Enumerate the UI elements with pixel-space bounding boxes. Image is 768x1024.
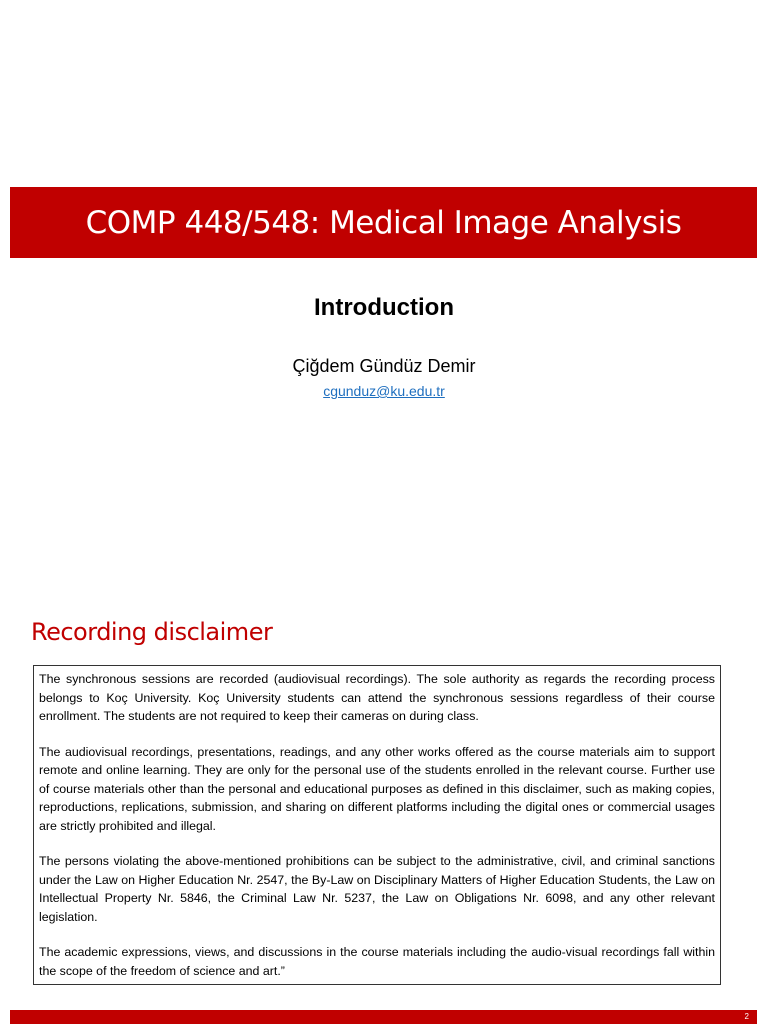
disclaimer-paragraph: The audiovisual recordings, presentations, readings, and any other works offered as the course materials aim to support remote and online learning. They are only for the personal use of the students enrolled in the relevant course. Further use of course materials other than the personal and educational purposes as defined in this disclaimer, such as making copies, reproductions, replications, submission, and sharing on different platforms including the digital ones or commercial usages are strictly prohibited and illegal.: [39, 744, 715, 833]
title-banner: [10, 187, 757, 258]
page-number: 2: [744, 1012, 749, 1021]
email-line: [0, 383, 768, 399]
course-title: COMP 448/548: Medical Image Analysis: [85, 204, 682, 241]
footer-bar: [10, 1010, 757, 1024]
disclaimer-paragraph: The persons violating the above-mentioned prohibitions can be subject to the administrative, civil, and criminal sanctions under the Law on Higher Education Nr. 2547, the By-Law on Disciplinary Matters of Higher Education Students, the Law on Intellectual Property Nr. 5846, the Criminal Law Nr. 5237, the Law on Obligations Nr. 6098, and any other relevant legislation.: [39, 854, 715, 924]
author-name: Çiğdem Gündüz Demir: [292, 356, 476, 376]
email-link[interactable]: cgunduz@ku.edu.tr: [323, 383, 445, 399]
disclaimer-paragraph: The synchronous sessions are recorded (audiovisual recordings). The sole authority as regards the recording process belongs to Koç University. Koç University students can attend the synchronous sessions regardless of their course enrollment. The students are not required to keep their cameras on during class.: [39, 672, 715, 723]
disclaimer-paragraph: The academic expressions, views, and discussions in the course materials including the audio-visual recordings fall within the scope of the freedom of science and art.”: [39, 945, 715, 978]
disclaimer-box: [33, 665, 721, 985]
section-heading: Recording disclaimer: [31, 618, 273, 646]
slide-subtitle: Introduction: [314, 294, 454, 321]
disclaimer-slide: [0, 600, 768, 1024]
